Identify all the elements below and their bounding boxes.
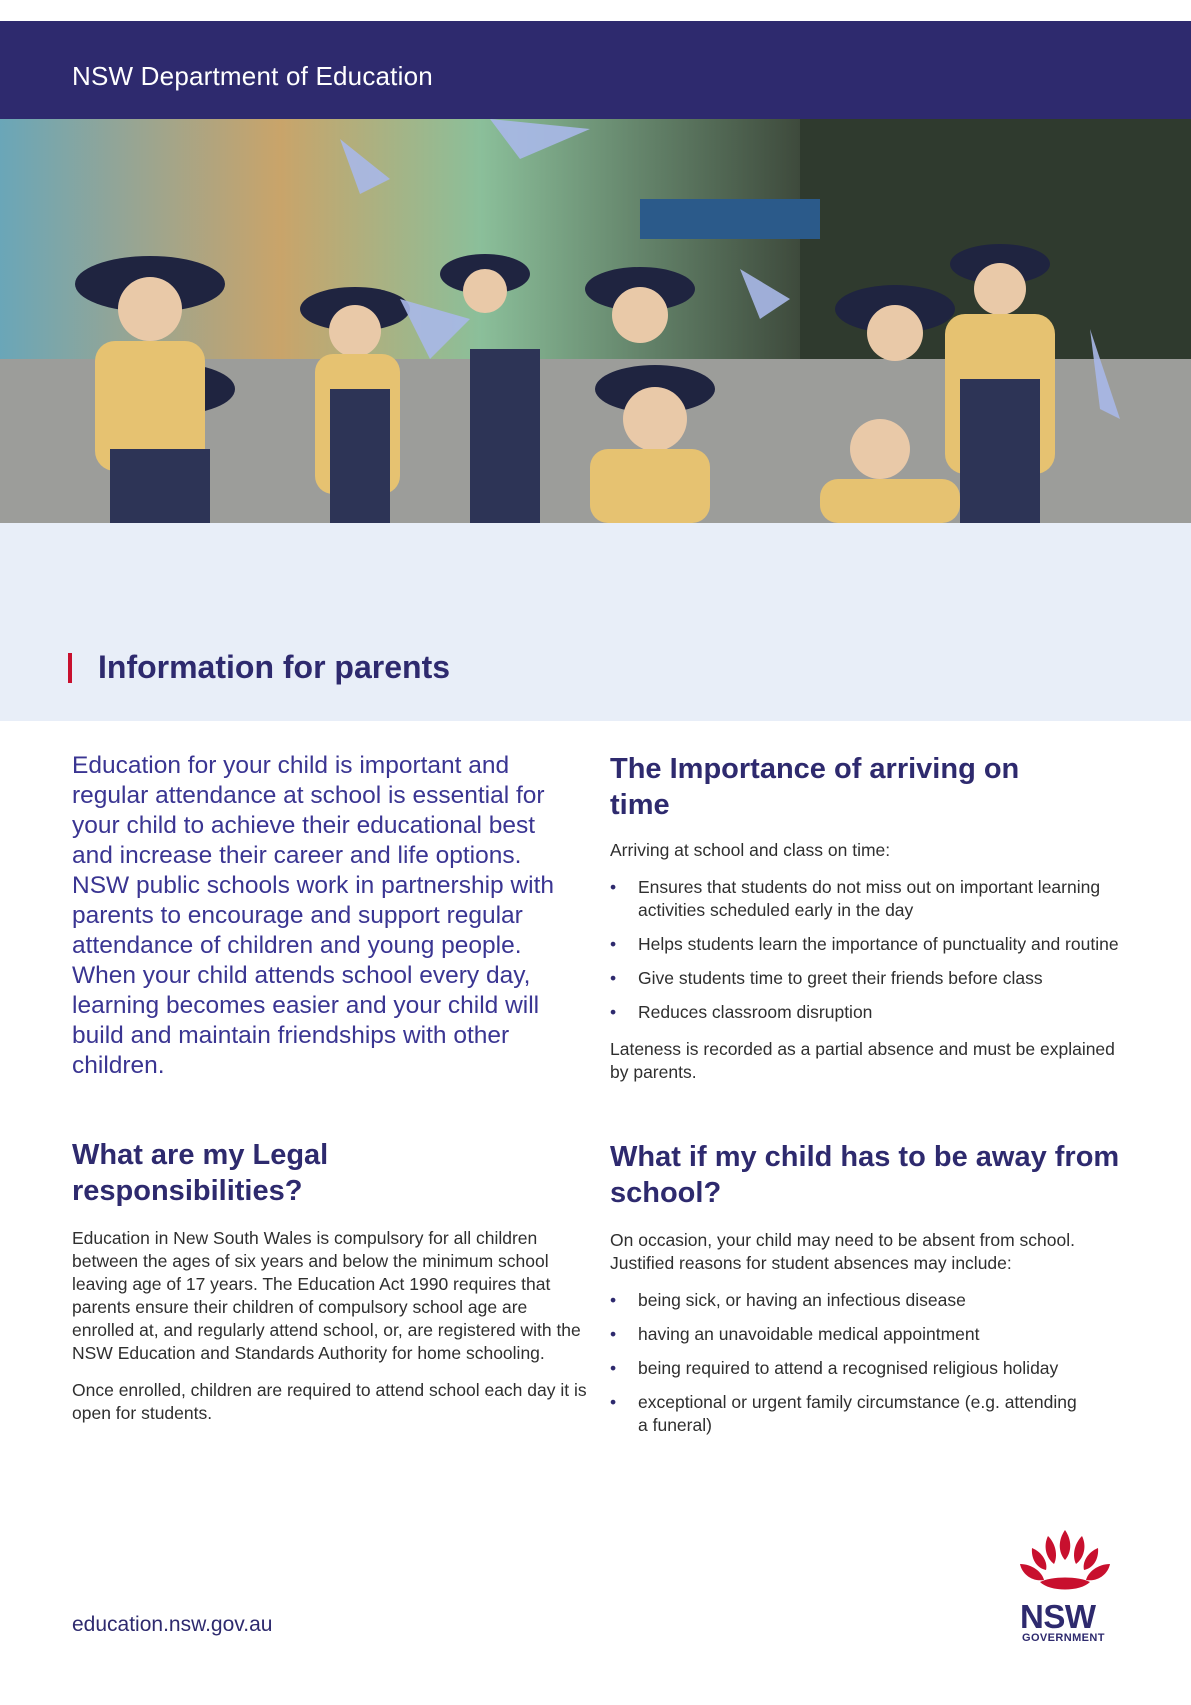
logo-government-text: GOVERNMENT — [1022, 1632, 1105, 1645]
list-item: • Give students time to greet their friends before class — [610, 968, 1043, 989]
list-item: • Reduces classroom disruption — [610, 1002, 873, 1023]
footer-url[interactable]: education.nsw.gov.au — [72, 1613, 273, 1637]
list-item: • having an unavoidable medical appointment — [610, 1324, 980, 1345]
hero-photo — [0, 119, 1191, 523]
nsw-government-logo — [1010, 1526, 1130, 1645]
ontime-section — [610, 751, 1120, 1084]
ontime-lead: Arriving at school and class on time: — [610, 840, 891, 861]
hero-photo-illustration — [0, 119, 1191, 523]
away-heading: What if my child has to be away from school? — [610, 1141, 1120, 1210]
list-item: • being sick, or having an infectious disease — [610, 1290, 966, 1311]
away-section — [610, 1139, 1120, 1437]
list-item: • Helps students learn the importance of punctuality and routine — [610, 934, 1119, 955]
title-band — [0, 523, 1191, 721]
intro-paragraph: Education for your child is important and regular attendance at school is essential for your child to achieve their educational best and increase their career and life options. NSW public schools work in partnership with parents to encourage and support regular attendance of children and young people. When your child attends school every day, learning becomes easier and your child will build and maintain friendships with other children. — [72, 752, 555, 1080]
away-list — [610, 1289, 1120, 1437]
waratah-icon — [1010, 1526, 1120, 1598]
ontime-list — [610, 876, 1120, 1024]
ontime-heading: The Importance of arriving on time — [610, 753, 1020, 822]
list-item: • exceptional or urgent family circumstance (e.g. attending a funeral) — [610, 1392, 1077, 1436]
legal-paragraph-2: Once enrolled, children are required to attend school each day it is open for students. — [72, 1380, 587, 1424]
top-banner — [0, 21, 1191, 119]
legal-heading: What are my Legal responsibilities? — [72, 1139, 329, 1208]
list-item: • being required to attend a recognised religious holiday — [610, 1358, 1059, 1379]
logo-nsw-text: NSW — [1020, 1598, 1096, 1636]
ontime-note: Lateness is recorded as a partial absence and must be explained by parents. — [610, 1039, 1115, 1083]
away-lead: On occasion, your child may need to be absent from school. Justified reasons for student absences may include: — [610, 1230, 1075, 1274]
department-name: NSW Department of Education — [72, 61, 433, 92]
legal-paragraph-1: Education in New South Wales is compulsory for all children between the ages of six years and below the minimum school leaving age of 17 years. The Education Act 1990 requires that parents ensure their children of compulsory school age are enrolled at, and regularly attend school, or, are registered with the NSW Education and Standards Authority for home schooling. — [72, 1228, 581, 1364]
page-subtitle: Information for parents — [98, 649, 451, 686]
legal-section — [72, 1137, 592, 1425]
list-item: • Ensures that students do not miss out on important learning activities scheduled early in the day — [610, 877, 1101, 921]
subtitle-accent-bar — [68, 653, 72, 683]
